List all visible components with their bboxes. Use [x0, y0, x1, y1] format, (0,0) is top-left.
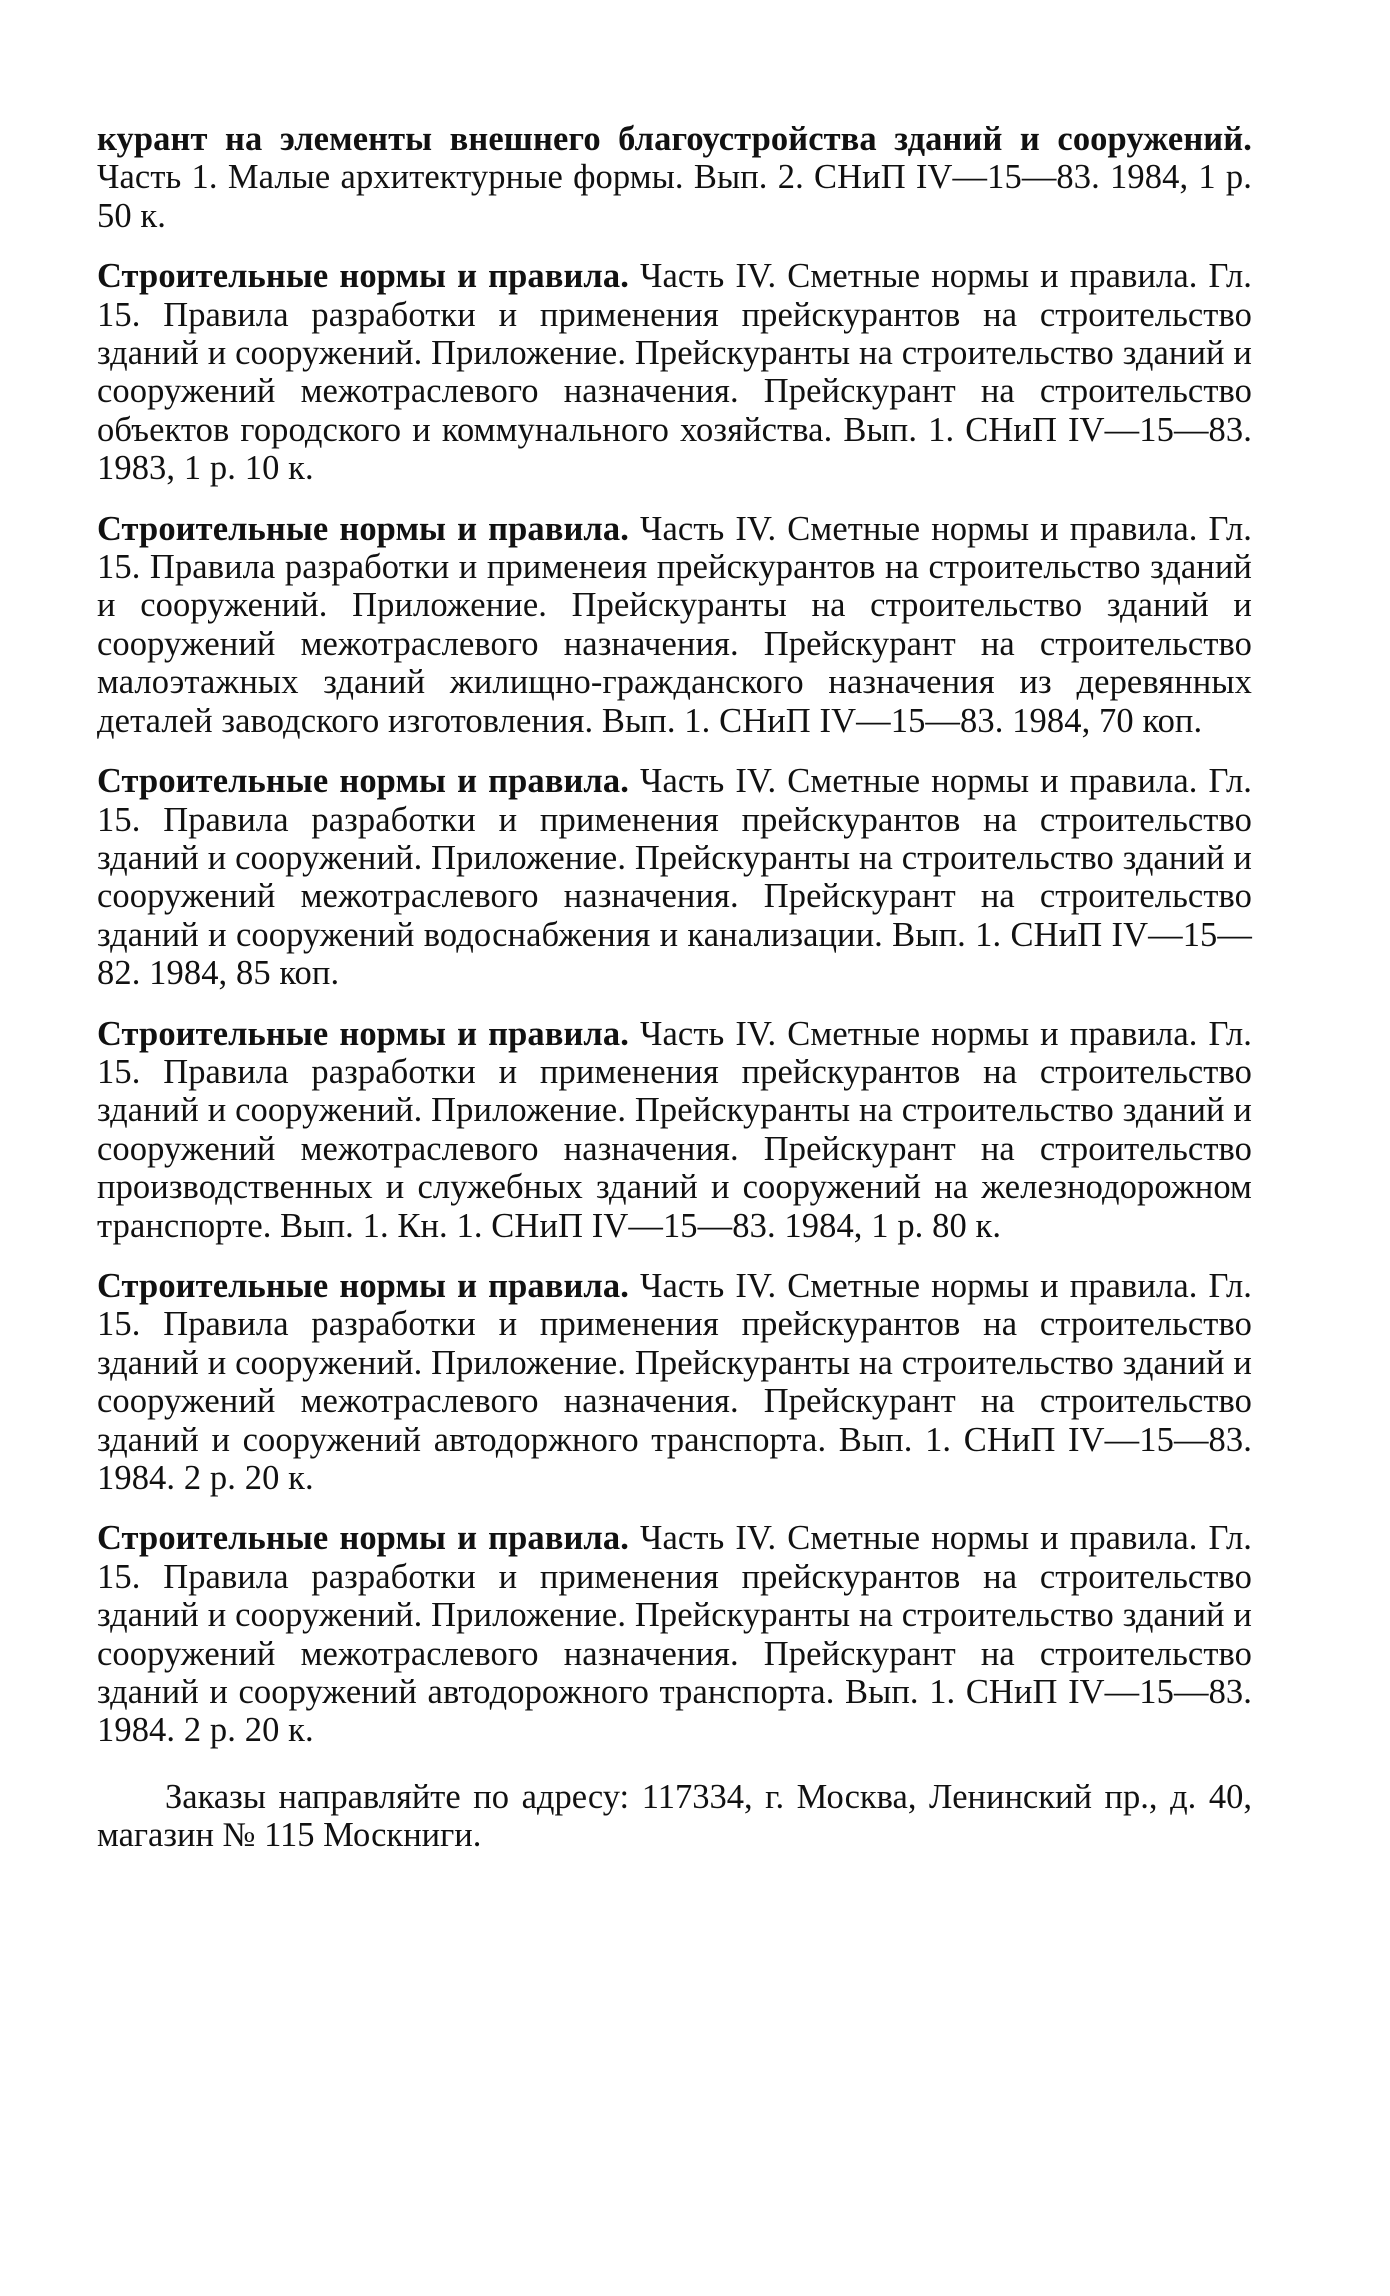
- order-address-note: Заказы направляйте по адресу: 117334, г. Москва, Ленинский пр., д. 40, магазин № 115 Москниги.: [97, 1777, 1252, 1855]
- entry-text: Часть 1. Малые архитектурные формы. Вып. 2. СНиП IV—15—83. 1984, 1 р. 50 к.: [97, 158, 1252, 235]
- bibliography-entry: [97, 257, 1252, 487]
- entry-lead: Строительные нормы и правила.: [97, 509, 629, 548]
- bibliography-entry: [97, 762, 1252, 992]
- entry-text: Часть IV. Сметные нормы и правила. Гл. 15. Правила разработки и применения прейскурантов на строительство зданий и сооружений. Приложение. Прейскуранты на строительство зданий и сооружений межотраслевого назначения. Прейскурант на строительство зданий и сооружений автодорожного транспорта. Вып. 1. СНиП IV—15—83. 1984. 2 р. 20 к.: [97, 1519, 1252, 1750]
- entry-text: Часть IV. Сметные нормы и правила. Гл. 15. Правила разработки и применения прейскурантов на строительство зданий и сооружений. Приложение. Прейскуранты на строительство зданий и сооружений межотраслевого назначения. Прейскурант на строительство зданий и сооружений автодоржного транспорта. Вып. 1. СНиП IV—15—83. 1984. 2 р. 20 к.: [97, 1266, 1252, 1497]
- entry-text: Часть IV. Сметные нормы и правила. Гл. 15. Правила разработки и применения прейскурантов на строительство зданий и сооружений. Приложение. Прейскуранты на строительство зданий и сооружений межотраслевого назначения. Прейскурант на строительство производственных и служебных зданий и сооружений на железнодорожном транспорте. Вып. 1. Кн. 1. СНиП IV—15—83. 1984, 1 р. 80 к.: [97, 1014, 1252, 1245]
- bibliography-entry: [97, 120, 1252, 235]
- entry-text: Часть IV. Сметные нормы и правила. Гл. 15. Правила разработки и применеия прейскурантов на строительство зданий и сооружений. Приложение. Прейскуранты на строительство зданий и сооружений межотраслевого назначения. Прейскурант на строительство малоэтажных зданий жилищно-гражданского назначения из деревянных деталей заводского изготовления. Вып. 1. СНиП IV—15—83. 1984, 70 коп.: [97, 509, 1252, 740]
- entry-lead: Строительные нормы и правила.: [97, 762, 629, 801]
- bibliography-entry: [97, 1015, 1252, 1245]
- entry-lead: Строительные нормы и правила.: [97, 1519, 629, 1558]
- entry-lead: курант на элементы внешнего благоустройства зданий и сооружений.: [97, 120, 1252, 158]
- entry-lead: Строительные нормы и правила.: [97, 257, 629, 296]
- entry-text: Часть IV. Сметные нормы и правила. Гл. 15. Правила разработки и применения прейскурантов на строительство зданий и сооружений. Приложение. Прейскуранты на строительство зданий и сооружений межотраслевого назначения. Прейскурант на строительство зданий и сооружений водоснабжения и канализации. Вып. 1. СНиП IV—15—82. 1984, 85 коп.: [97, 762, 1252, 993]
- entry-lead: Строительные нормы и правила.: [97, 1266, 629, 1305]
- bibliography-entry: [97, 1519, 1252, 1749]
- document-page: [97, 120, 1252, 1889]
- entry-text: Часть IV. Сметные нормы и правила. Гл. 15. Правила разработки и применения прейскурантов на строительство зданий и сооружений. Приложение. Прейскуранты на строительство зданий и сооружений межотраслевого назначения. Прейскурант на строительство объектов городского и коммунального хозяйства. Вып. 1. СНиП IV—15—83. 1983, 1 р. 10 к.: [97, 257, 1252, 488]
- entry-lead: Строительные нормы и правила.: [97, 1014, 629, 1053]
- bibliography-entry: [97, 510, 1252, 740]
- bibliography-entry: [97, 1267, 1252, 1497]
